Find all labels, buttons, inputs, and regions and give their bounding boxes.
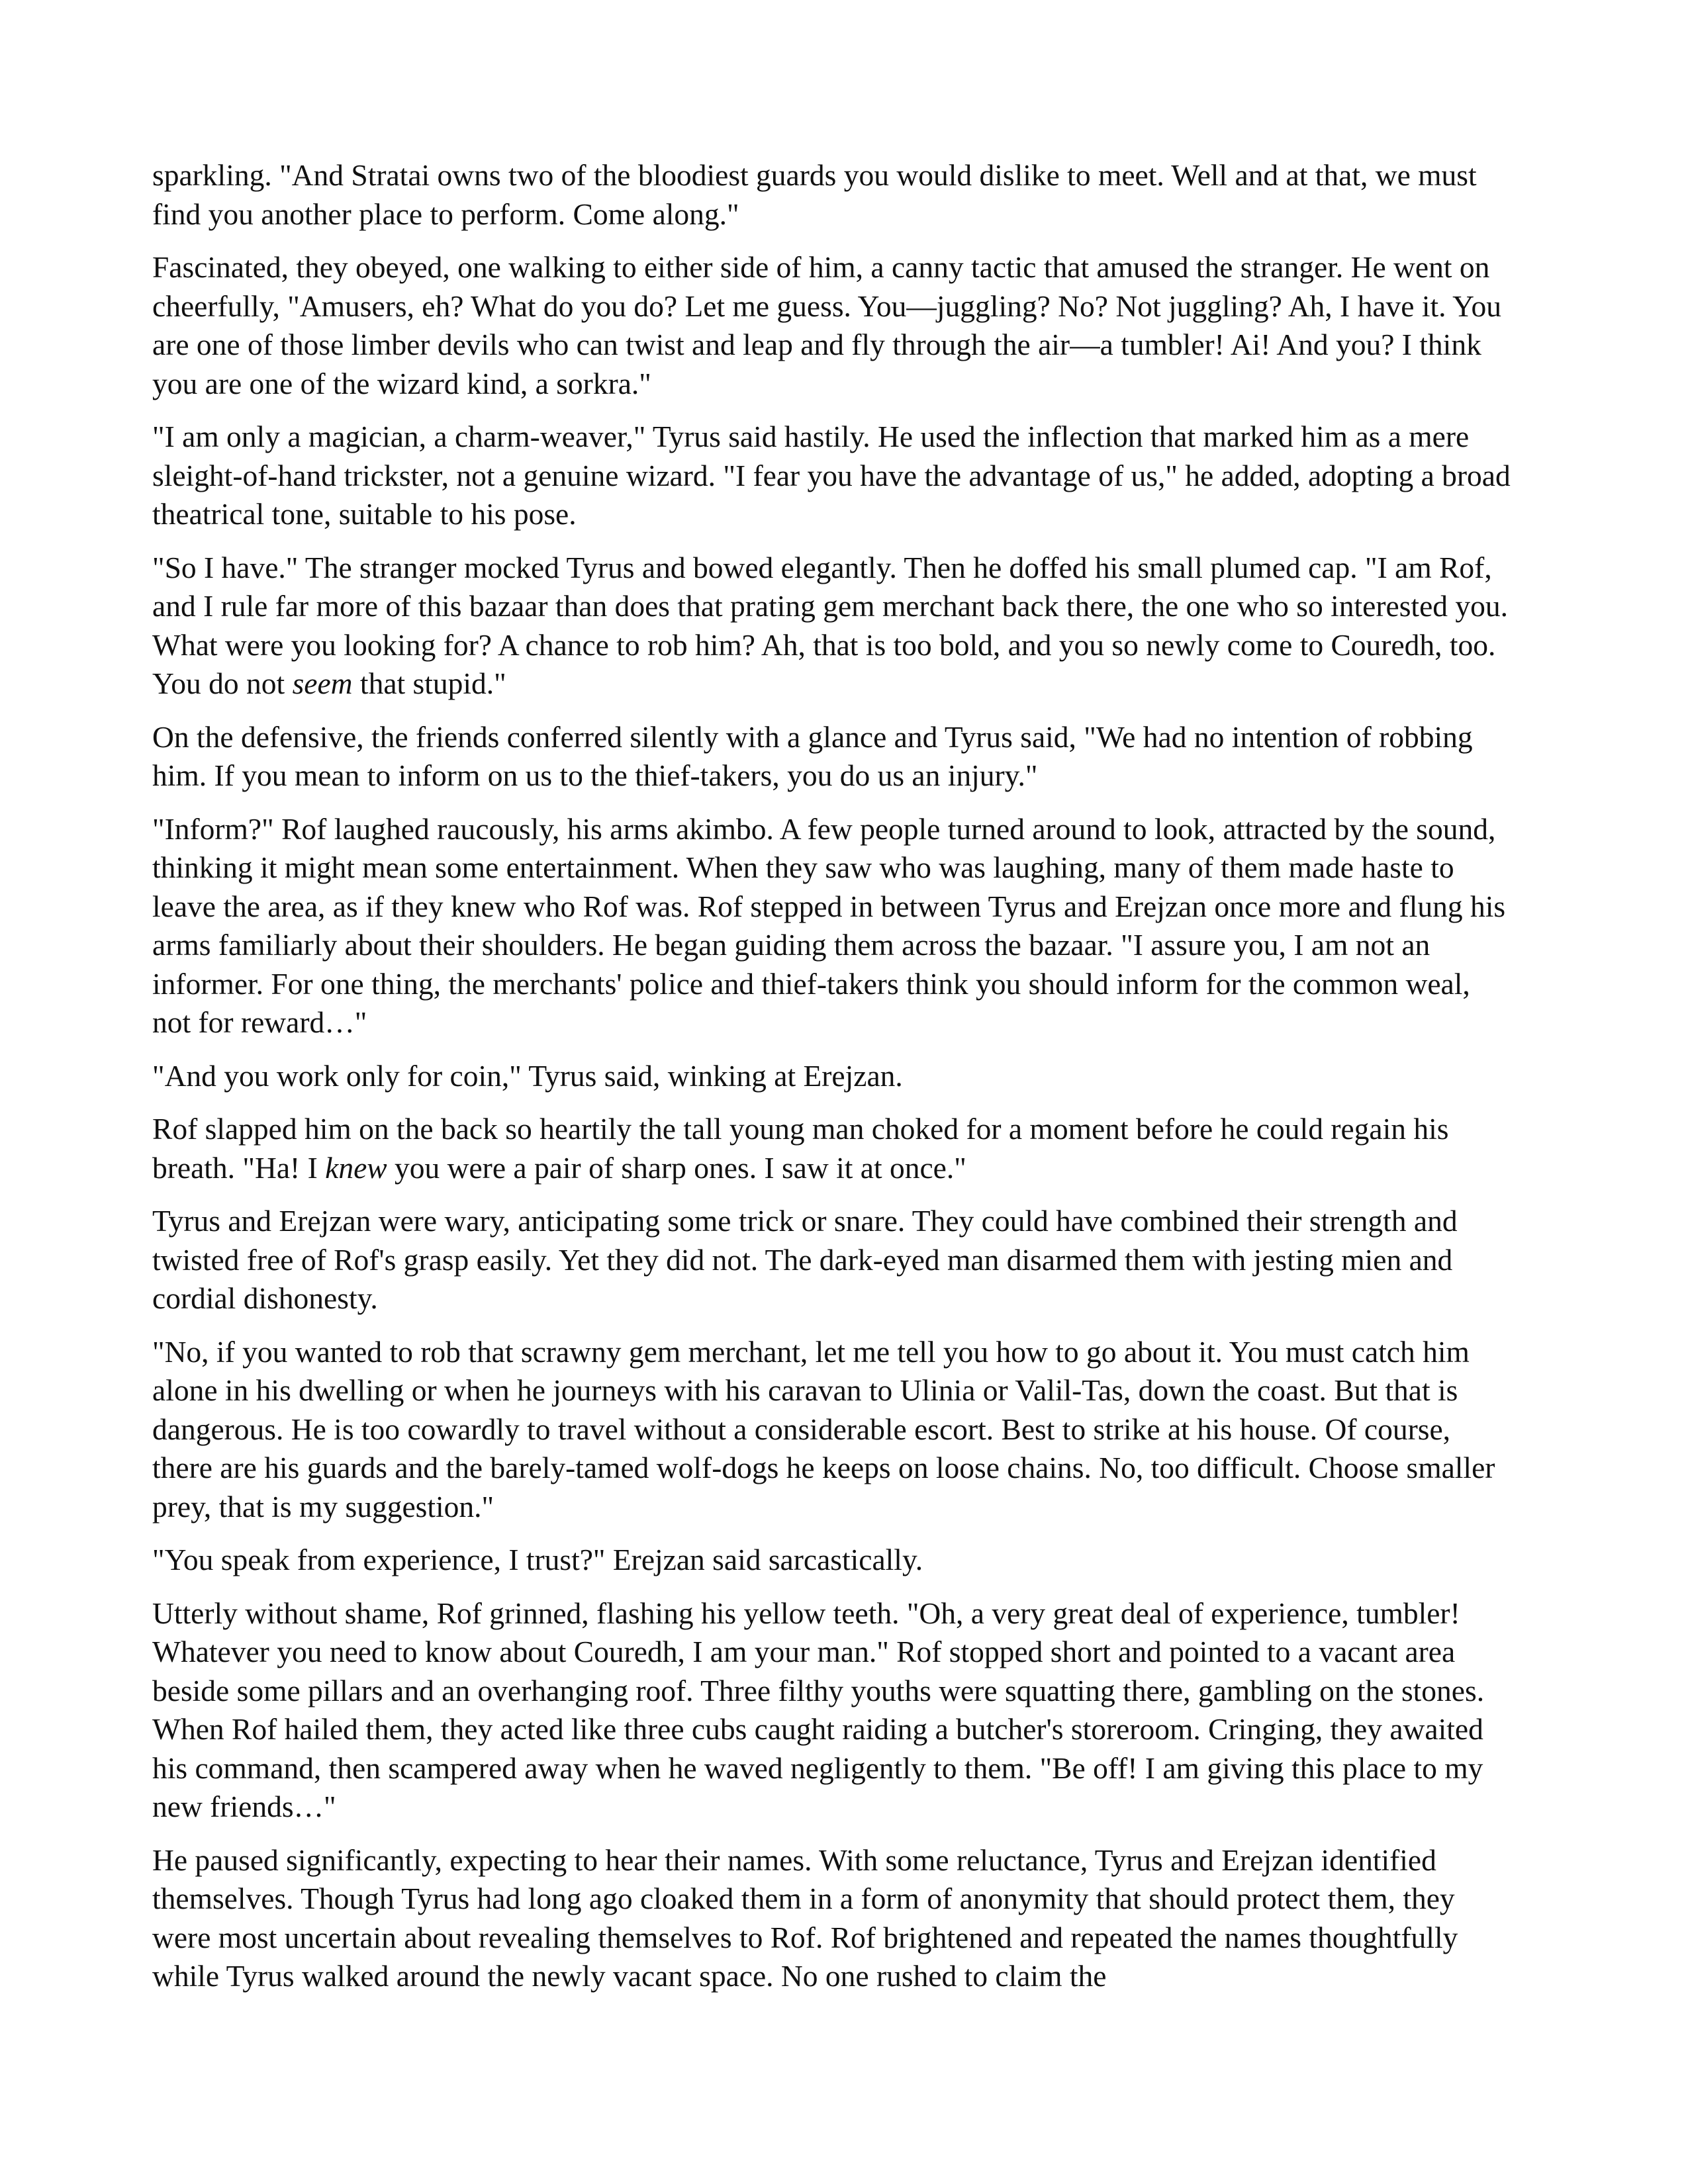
paragraph-text: He paused significantly, expecting to hear their names. With some reluctance, Tyrus and Erejzan identified themselves. Though Tyrus had long ago cloaked them in a form of anonymity that should protect them, they were most uncertain about revealing themselves to Rof. Rof brightened and repeated the names thoughtfully while Tyrus walked around the newly vacant space. No one rushed to claim the <box>152 1843 1458 1993</box>
paragraph-1 <box>152 156 1516 234</box>
paragraph-2 <box>152 248 1516 403</box>
paragraph-9 <box>152 1202 1516 1318</box>
paragraph-5 <box>152 718 1516 796</box>
paragraph-text: "You speak from experience, I trust?" Erejzan said sarcastically. <box>152 1543 923 1576</box>
paragraph-text: "Inform?" Rof laughed raucously, his arms akimbo. A few people turned around to look, attracted by the sound, thinking it might mean some entertainment. When they saw who was laughing, many of them made haste to leave the area, as if they knew who Rof was. Rof stepped in between Tyrus and Erejzan once more and flung his arms familiarly about their shoulders. He began guiding them across the bazaar. "I assure you, I am not an informer. For one thing, the merchants' police and thief-takers think you should inform for the common weal, not for reward…" <box>152 811 1506 1039</box>
paragraph-6 <box>152 810 1516 1042</box>
paragraph-4 <box>152 549 1516 704</box>
paragraph-text: Fascinated, they obeyed, one walking to either side of him, a canny tactic that amused the stranger. He went on cheerfully, "Amusers, eh? What do you do? Let me guess. You—juggling? No? Not juggling? Ah, I have it. You are one of those limber devils who can twist and leap and fly through the air—a tumbler! Ai! And you? I think you are one of the wizard kind, a sorkra." <box>152 250 1501 400</box>
paragraph-text: "I am only a magician, a charm-weaver," Tyrus said hastily. He used the inflection that marked him as a mere sleight-of-hand trickster, not a genuine wizard. "I fear you have the advantage of us," he added, adopting a broad theatrical tone, suitable to his pose. <box>152 420 1511 531</box>
paragraph-text: "So I have." The stranger mocked Tyrus and bowed elegantly. Then he doffed his small plumed cap. "I am Rof, and I rule far more of this bazaar than does that prating gem merchant back there, the one who so interested you. What were you looking for? A chance to rob him? Ah, that is too bold, and you so newly come to Couredh, too. You do not <box>152 550 1509 700</box>
paragraph-11 <box>152 1541 1516 1580</box>
paragraph-text: "And you work only for coin," Tyrus said, winking at Erejzan. <box>152 1058 903 1093</box>
paragraph-8 <box>152 1110 1516 1187</box>
paragraph-12 <box>152 1594 1516 1827</box>
paragraph-text: you were a pair of sharp ones. I saw it at once." <box>387 1150 966 1185</box>
paragraph-3 <box>152 418 1516 534</box>
paragraph-text: On the defensive, the friends conferred silently with a glance and Tyrus said, "We had no intention of robbing him. If you mean to inform on us to the thief-takers, you do us an injury." <box>152 719 1473 792</box>
document-page <box>152 156 1516 2011</box>
paragraph-text: "No, if you wanted to rob that scrawny gem merchant, let me tell you how to go about it. You must catch him alone in his dwelling or when he journeys with his caravan to Ulinia or Valil-Tas, down the coast. But that is dangerous. He is too cowardly to travel without a considerable escort. Best to strike at his house. Of course, there are his guards and the barely-tamed wolf-dogs he keeps on loose chains. No, too difficult. Choose smaller prey, that is my suggestion." <box>152 1334 1495 1524</box>
paragraph-text: that stupid." <box>352 666 506 700</box>
paragraph-text: Rof slapped him on the back so heartily the tall young man choked for a moment before he could regain his breath. "Ha! I <box>152 1112 1449 1185</box>
paragraph-text: Tyrus and Erejzan were wary, anticipating some trick or snare. They could have combined their strength and twisted free of Rof's grasp easily. Yet they did not. The dark-eyed man disarmed them with jesting mien and cordial dishonesty. <box>152 1204 1458 1315</box>
paragraph-text: Utterly without shame, Rof grinned, flashing his yellow teeth. "Oh, a very great deal of experience, tumbler! Whatever you need to know about Couredh, I am your man." Rof stopped short and pointed to a vacant area beside some pillars and an overhanging roof. Three filthy youths were squatting there, gambling on the stones. When Rof hailed them, they acted like three cubs caught raiding a butcher's storeroom. Cringing, they awaited his command, then scampered away when he waved negligently to them. "Be off! I am giving this place to my new friends…" <box>152 1596 1485 1823</box>
paragraph-text: sparkling. "And Stratai owns two of the bloodiest guards you would dislike to meet. Well and at that, we must find you another place to perform. Come along." <box>152 158 1477 231</box>
paragraph-13 <box>152 1841 1516 1996</box>
paragraph-7 <box>152 1057 1516 1096</box>
italic-emphasis: seem <box>292 666 353 700</box>
italic-emphasis: knew <box>325 1150 387 1185</box>
paragraph-10 <box>152 1333 1516 1527</box>
